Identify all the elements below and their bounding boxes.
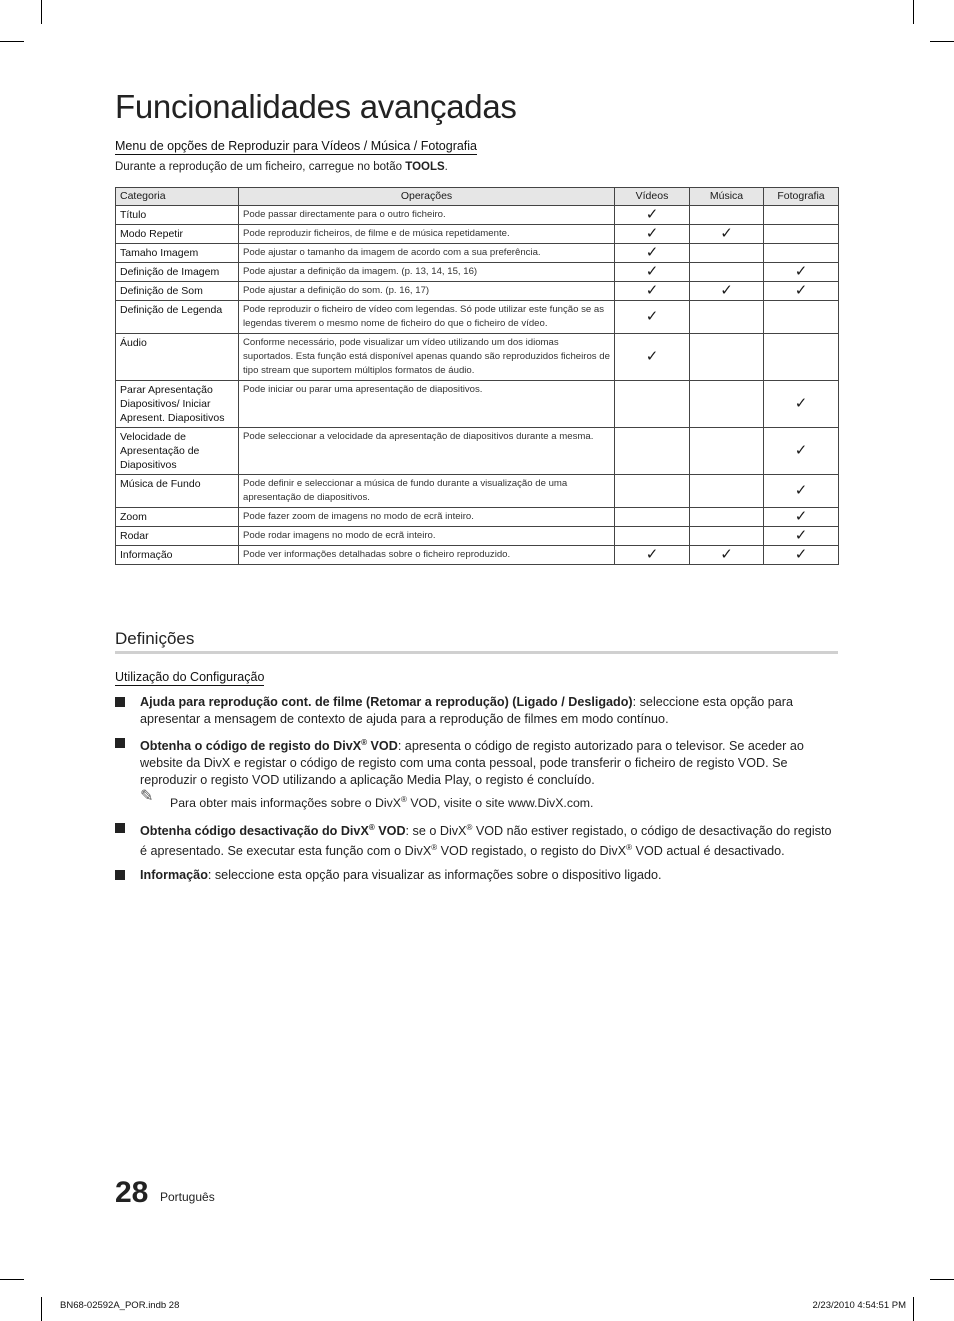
- table-row: [116, 244, 839, 263]
- cell-videos: [615, 282, 690, 301]
- cell-photo: [764, 475, 839, 508]
- cell-music: [690, 301, 764, 334]
- item-text: : seleccione esta opção para visualizar as informações sobre o dispositivo ligado.: [207, 868, 662, 883]
- registered-mark: ®: [626, 842, 633, 852]
- header-music: Música: [690, 188, 764, 206]
- table-row: [116, 475, 839, 508]
- table-row: [116, 381, 839, 428]
- table-row: [116, 206, 839, 225]
- page-language: Português: [160, 1190, 215, 1204]
- registered-mark: ®: [401, 795, 407, 805]
- crop-mark: [41, 1297, 42, 1321]
- page-title: Funcionalidades avançadas: [115, 88, 517, 125]
- tools-button-label: TOOLS: [405, 161, 445, 173]
- cell-videos: [615, 428, 690, 475]
- bullet-square-icon: [115, 738, 125, 748]
- item-label: [140, 824, 406, 838]
- options-table: [115, 187, 839, 565]
- cell-photo: [764, 225, 839, 244]
- cell-photo: [764, 301, 839, 334]
- table-row: [116, 546, 839, 565]
- cell-photo: [764, 282, 839, 301]
- check-icon: ✓: [645, 308, 659, 325]
- cell-category: Velocidade de Apresentação de Diapositivos: [116, 428, 239, 475]
- cell-music: [690, 508, 764, 527]
- list-item: [115, 820, 841, 860]
- pencil-icon: ✎: [140, 788, 154, 806]
- cell-music: [690, 282, 764, 301]
- cell-operation: Pode iniciar ou parar uma apresentação de diapositivos.: [239, 381, 615, 428]
- registered-mark: ®: [361, 738, 368, 748]
- check-icon: ✓: [794, 546, 808, 563]
- header-videos: Vídeos: [615, 188, 690, 206]
- cell-operation: Pode fazer zoom de imagens no modo de ecrã inteiro.: [239, 508, 615, 527]
- intro-text: [115, 161, 448, 173]
- cell-photo: [764, 244, 839, 263]
- cell-videos: [615, 475, 690, 508]
- bullet-square-icon: [115, 870, 125, 880]
- cell-photo: [764, 546, 839, 565]
- crop-mark: [41, 0, 42, 24]
- cell-category: Parar Apresentação Diapositivos/ Iniciar Apresent. Diapositivos: [116, 381, 239, 428]
- item-label: Ajuda para reprodução cont. de filme (Retomar a reprodução) (Ligado / Desligado): [140, 695, 633, 709]
- note-text-a: Para obter mais informações sobre o DivX: [170, 796, 402, 811]
- cell-music: [690, 428, 764, 475]
- cell-photo: [764, 428, 839, 475]
- cell-operation: Conforme necessário, pode visualizar um vídeo utilizando um dos idiomas suportados. Esta função está disponível apenas quando são reproduzidos ficheiros de tipo stream que suportem múltiplos formatos de áudio.: [239, 334, 615, 381]
- check-icon: ✓: [645, 546, 659, 563]
- list-item: [115, 735, 841, 812]
- table-row: [116, 225, 839, 244]
- bullet-square-icon: [115, 697, 125, 707]
- cell-videos: [615, 225, 690, 244]
- item-label: Informação: [140, 868, 208, 883]
- cell-operation: Pode rodar imagens no modo de ecrã inteiro.: [239, 527, 615, 546]
- cell-category: Zoom: [116, 508, 239, 527]
- cell-operation: Pode seleccionar a velocidade da apresentação de diapositivos durante a mesma.: [239, 428, 615, 475]
- check-icon: ✓: [794, 508, 808, 525]
- section-divider: [115, 651, 838, 654]
- item-text: : seleccione esta opção para apresentar a mensagem de contexto de ajuda para a reprodução de filmes em modo contínuo.: [140, 695, 793, 726]
- item-label: [140, 739, 398, 753]
- config-subheading: Utilização do Configuração: [115, 670, 265, 684]
- check-icon: ✓: [794, 282, 808, 299]
- cell-category: Áudio: [116, 334, 239, 381]
- cell-category: Modo Repetir: [116, 225, 239, 244]
- cell-category: Definição de Som: [116, 282, 239, 301]
- item-text: : se o DivX: [405, 824, 467, 839]
- definicoes-title: Definições: [115, 629, 195, 648]
- cell-operation: Pode reproduzir o ficheiro de vídeo com legendas. Só pode utilizar este função se as legendas tiverem o mesmo nome de ficheiro do que o ficheiro de vídeo.: [239, 301, 615, 334]
- cell-photo: [764, 381, 839, 428]
- footer-date: 2/23/2010 4:54:51 PM: [812, 1300, 906, 1311]
- crop-mark: [913, 0, 914, 24]
- cell-category: Informação: [116, 546, 239, 565]
- cell-operation: Pode reproduzir ficheiros, de filme e de música repetidamente.: [239, 225, 615, 244]
- bullet-square-icon: [115, 823, 125, 833]
- cell-videos: [615, 546, 690, 565]
- cell-music: [690, 334, 764, 381]
- cell-operation: Pode definir e seleccionar a música de fundo durante a visualização de uma apresentação de diapositivos.: [239, 475, 615, 508]
- registered-mark: ®: [466, 822, 473, 832]
- cell-category: Música de Fundo: [116, 475, 239, 508]
- item-label-part: VOD: [367, 739, 398, 754]
- cell-videos: [615, 527, 690, 546]
- item-text: VOD não estiver registado, o código de desactivação do registo é apresentado. Se executar esta função com o DivX: [140, 824, 832, 858]
- cell-music: [690, 225, 764, 244]
- cell-videos: [615, 301, 690, 334]
- registered-mark: ®: [368, 822, 375, 832]
- cell-photo: [764, 263, 839, 282]
- table-row: [116, 527, 839, 546]
- item-label-part: Obtenha o código de registo do DivX: [140, 739, 362, 754]
- crop-mark: [930, 1279, 954, 1280]
- list-item: [115, 867, 841, 884]
- intro-end: .: [444, 161, 448, 173]
- cell-music: [690, 475, 764, 508]
- cell-category: Definição de Imagem: [116, 263, 239, 282]
- cell-operation: Pode ajustar a definição do som. (p. 16, 17): [239, 282, 615, 301]
- table-row: [116, 282, 839, 301]
- table-row: [116, 508, 839, 527]
- cell-music: [690, 546, 764, 565]
- cell-category: Definição de Legenda: [116, 301, 239, 334]
- cell-videos: [615, 381, 690, 428]
- table-body: [116, 206, 839, 565]
- note-text-b: VOD, visite o site www.DivX.com.: [406, 796, 594, 811]
- header-operations: Operações: [239, 188, 615, 206]
- page-number: 28: [115, 1176, 149, 1209]
- check-icon: ✓: [794, 442, 808, 459]
- registered-mark: ®: [431, 842, 438, 852]
- table-row: [116, 301, 839, 334]
- crop-mark: [930, 41, 954, 42]
- check-icon: ✓: [794, 263, 808, 280]
- crop-mark: [913, 1297, 914, 1321]
- cell-photo: [764, 206, 839, 225]
- list-item: [115, 694, 841, 727]
- check-icon: ✓: [794, 482, 808, 499]
- check-icon: ✓: [645, 206, 659, 223]
- table-row: [116, 428, 839, 475]
- cell-operation: Pode ajustar a definição da imagem. (p. 13, 14, 15, 16): [239, 263, 615, 282]
- cell-operation: Pode passar directamente para o outro ficheiro.: [239, 206, 615, 225]
- cell-operation: Pode ajustar o tamanho da imagem de acordo com a sua preferência.: [239, 244, 615, 263]
- check-icon: ✓: [645, 225, 659, 242]
- cell-category: Rodar: [116, 527, 239, 546]
- cell-photo: [764, 508, 839, 527]
- cell-videos: [615, 334, 690, 381]
- check-icon: ✓: [720, 546, 733, 563]
- cell-photo: [764, 527, 839, 546]
- check-icon: ✓: [720, 282, 733, 299]
- item-text: : apresenta o código de registo autorizado para o televisor. Se aceder ao website da DivX e registar o código de registo com uma conta pessoal, pode transferir o ficheiro de registo VOD. Se reproduzir o registo VOD utilizando a aplicação Media Play, o registo é concluído.: [140, 739, 804, 787]
- check-icon: ✓: [794, 527, 808, 544]
- header-photo: Fotografia: [764, 188, 839, 206]
- cell-operation: Pode ver informações detalhadas sobre o ficheiro reproduzido.: [239, 546, 615, 565]
- table-row: [116, 334, 839, 381]
- table-header-row: [116, 188, 839, 206]
- footer-file-info: BN68-02592A_POR.indb 28: [60, 1300, 180, 1311]
- note: [140, 788, 841, 812]
- cell-music: [690, 527, 764, 546]
- crop-mark: [0, 1279, 24, 1280]
- cell-videos: [615, 206, 690, 225]
- item-label-part: VOD: [374, 824, 406, 839]
- cell-videos: [615, 244, 690, 263]
- header-category: Categoria: [116, 188, 239, 206]
- cell-photo: [764, 334, 839, 381]
- check-icon: ✓: [794, 395, 808, 412]
- cell-category: Título: [116, 206, 239, 225]
- item-label-part: Obtenha código desactivação do DivX: [140, 824, 369, 839]
- cell-category: Tamaho Imagem: [116, 244, 239, 263]
- item-text: VOD registado, o registo do DivX: [437, 843, 627, 858]
- cell-videos: [615, 263, 690, 282]
- table-row: [116, 263, 839, 282]
- cell-music: [690, 206, 764, 225]
- cell-music: [690, 244, 764, 263]
- check-icon: ✓: [645, 244, 659, 261]
- settings-list: [115, 694, 841, 892]
- check-icon: ✓: [645, 282, 659, 299]
- section-heading: Menu de opções de Reproduzir para Vídeos / Música / Fotografia: [115, 139, 478, 153]
- crop-mark: [0, 41, 24, 42]
- check-icon: ✓: [720, 225, 733, 242]
- check-icon: ✓: [645, 263, 659, 280]
- item-text: VOD actual é desactivado.: [632, 843, 785, 858]
- cell-music: [690, 263, 764, 282]
- intro-body: Durante a reprodução de um ficheiro, carregue no botão: [115, 161, 406, 173]
- check-icon: ✓: [645, 348, 659, 365]
- cell-videos: [615, 508, 690, 527]
- cell-music: [690, 381, 764, 428]
